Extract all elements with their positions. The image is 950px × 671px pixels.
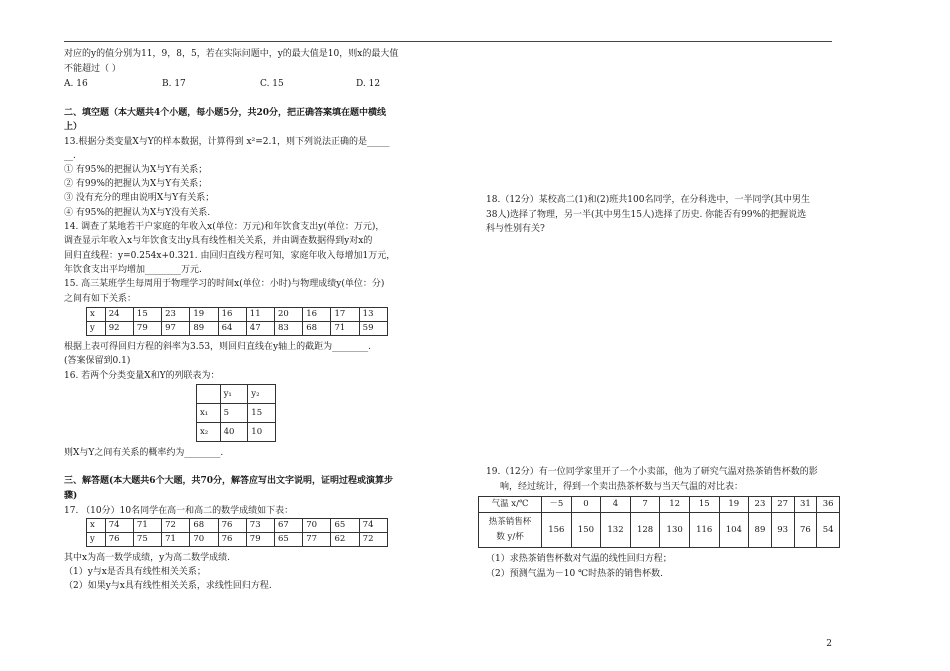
- table-row: [197, 423, 276, 442]
- table-cell: 59: [359, 322, 387, 336]
- table-cell: 20: [275, 308, 303, 322]
- sales-label-line-2: 数 y/杯: [496, 532, 524, 542]
- table-row: [87, 519, 388, 533]
- table-cell: 97: [162, 322, 190, 336]
- table-cell: x₁: [197, 404, 221, 423]
- table-cell: 150: [571, 513, 601, 548]
- table-cell: 156: [542, 513, 572, 548]
- table-cell: y₁: [220, 385, 248, 404]
- table-cell: 19: [719, 497, 749, 513]
- section2-title: 二、填空题（本大题共4个小题，每小题5分，共20分，把正确答案填在题中横线: [64, 108, 387, 118]
- table-cell: 23: [162, 308, 190, 322]
- table-cell: 89: [749, 513, 772, 548]
- table-cell: 130: [660, 513, 690, 548]
- table-cell: 76: [105, 533, 133, 547]
- table-cell: 36: [817, 497, 840, 513]
- table-cell: 75: [133, 533, 161, 547]
- table-cell: 65: [331, 519, 359, 533]
- table-cell: 15: [133, 308, 161, 322]
- table-cell: x₂: [197, 423, 221, 442]
- q13-stem: 13.根据分类变量X与Y的样本数据，计算得到 x²=2.1，则下列说法正确的是_____: [64, 137, 390, 147]
- table-cell: 71: [133, 519, 161, 533]
- table-cell: 76: [218, 533, 246, 547]
- q12-option-b: B. 17: [162, 79, 186, 89]
- q19-line-1: 19.（12分）有一位同学家里开了一个小卖部，他为了研究气温对热茶销售杯数的影: [486, 467, 818, 477]
- q13-option-3: ③ 没有充分的理由说明X与Y有关系；: [64, 193, 215, 203]
- q13-option-4: ④ 有95%的把握认为X与Y没有关系.: [64, 208, 211, 218]
- q16-table: [196, 384, 276, 442]
- table-cell: 76: [218, 519, 246, 533]
- table-cell: 70: [303, 519, 331, 533]
- table-cell: 72: [359, 533, 387, 547]
- table-cell: 47: [246, 322, 274, 336]
- q19-line-2: 响，经过统计，得到一个卖出热茶杯数与当天气温的对比表：: [500, 482, 744, 492]
- table-cell: 79: [133, 322, 161, 336]
- table-cell: 15: [248, 404, 276, 423]
- q15-line-1: 15. 高三某班学生每周用于物理学习的时间x(单位：小时)与物理成绩y(单位：分): [64, 279, 385, 289]
- table-cell: 77: [303, 533, 331, 547]
- q19-after-1: （1）求热茶销售杯数对气温的线性回归方程；: [486, 554, 672, 564]
- q12-option-c: C. 15: [260, 79, 284, 89]
- q12-continuation: 对应的y的值分别为11，9，8，5，若在实际问题中，y的最大值是10，则x的最大值: [64, 49, 399, 59]
- table-cell: 76: [794, 513, 817, 548]
- table-cell: 24: [105, 308, 133, 322]
- q13-option-1: ① 有95%的把握认为X与Y有关系；: [64, 165, 208, 175]
- q15-line-2: 之间有如下关系：: [64, 294, 137, 304]
- table-row: [197, 385, 276, 404]
- table-cell: 93: [771, 513, 794, 548]
- table-cell: 74: [359, 519, 387, 533]
- table-cell: y: [87, 533, 106, 547]
- q12-continuation-2: 不能超过（ ）: [64, 64, 121, 74]
- q18-line-3: 科与性别有关?: [486, 224, 545, 234]
- q12-option-a: A. 16: [64, 79, 88, 89]
- table-cell: 27: [771, 497, 794, 513]
- q14-line-4: 年饮食支出平均增加________万元.: [64, 265, 202, 275]
- table-cell: 16: [303, 308, 331, 322]
- table-cell: 70: [190, 533, 218, 547]
- table-cell: [197, 385, 221, 404]
- table-cell: 72: [162, 519, 190, 533]
- q13-stem-2: __.: [64, 151, 76, 161]
- table-cell: 116: [689, 513, 719, 548]
- table-cell: 64: [218, 322, 246, 336]
- q17-after-3: （2）如果y与x具有线性相关关系，求线性回归方程.: [64, 581, 272, 591]
- q17-table: [86, 518, 388, 547]
- q19-table: [478, 496, 840, 548]
- table-cell: 31: [794, 497, 817, 513]
- q16-intro: 16. 若两个分类变量X和Y的列联表为：: [64, 371, 220, 381]
- table-cell: 92: [105, 322, 133, 336]
- table-cell: 128: [630, 513, 660, 548]
- table-cell: 19: [190, 308, 218, 322]
- q14-line-3: 回归直线程：y=0.254x+0.321. 由回归直线方程可知，家庭年收入每增加1万元，: [64, 251, 396, 261]
- table-row: [479, 513, 840, 548]
- table-cell: 40: [220, 423, 248, 442]
- table-row: [87, 322, 388, 336]
- table-cell: 17: [331, 308, 359, 322]
- q18-line-1: 18.（12分）某校高二(1)和(2)班共100名同学，在分科选中，一半同学(其中男生: [486, 195, 810, 205]
- q12-option-d: D. 12: [356, 79, 381, 89]
- table-cell: 73: [246, 519, 274, 533]
- section2-title-2: 上）: [64, 122, 83, 132]
- table-cell: －5: [542, 497, 572, 513]
- table-cell: x: [87, 308, 106, 322]
- table-cell: 83: [275, 322, 303, 336]
- table-cell: 12: [660, 497, 690, 513]
- table-cell: 13: [359, 308, 387, 322]
- table-cell: 气温 x/℃: [479, 497, 542, 513]
- table-cell: 71: [331, 322, 359, 336]
- table-cell: 132: [601, 513, 631, 548]
- table-cell: 54: [817, 513, 840, 548]
- sales-label-line-1: 热茶销售杯: [488, 517, 532, 527]
- q17-after-2: （1）y与x是否具有线性相关关系；: [64, 567, 206, 577]
- table-cell: 0: [571, 497, 601, 513]
- table-cell: 68: [190, 519, 218, 533]
- table-cell: x: [87, 519, 106, 533]
- q13-option-2: ② 有99%的把握认为X与Y有关系；: [64, 179, 208, 189]
- header-rule: [64, 41, 832, 42]
- table-cell: y: [87, 322, 106, 336]
- q17-after-1: 其中x为高一数学成绩，y为高二数学成绩.: [64, 553, 231, 563]
- table-row: [87, 308, 388, 322]
- table-row: [479, 497, 840, 513]
- page-number: 2: [826, 639, 832, 649]
- q14-line-2: 调查显示年收入x与年饮食支出y具有线性相关关系，并由调查数据得到y对x的: [64, 236, 373, 246]
- q14-line-1: 14. 调查了某地若干户家庭的年收入x(单位：万元)和年饮食支出y(单位：万元)，: [64, 222, 385, 232]
- table-cell: 62: [331, 533, 359, 547]
- table-cell: 23: [749, 497, 772, 513]
- table-cell: 5: [220, 404, 248, 423]
- q15-table: [86, 307, 388, 336]
- table-cell: 11: [246, 308, 274, 322]
- table-cell: 74: [105, 519, 133, 533]
- q15-after-1: 根据上表可得回归方程的斜率为3.53，则回归直线在y轴上的截距为________.: [64, 342, 371, 352]
- table-cell: y₂: [248, 385, 276, 404]
- section3-title: 三、解答题(本大题共6个大题，共70分，解答应写出文字说明，证明过程或演算步: [64, 476, 394, 486]
- table-cell: 4: [601, 497, 631, 513]
- table-cell: 68: [303, 322, 331, 336]
- q18-line-2: 38人)选择了物理，另一半(其中男生15人)选择了历史. 你能否有99%的把握说选: [486, 210, 807, 220]
- table-cell: 15: [689, 497, 719, 513]
- q15-after-2: (答案保留到0.1): [64, 356, 131, 366]
- table-row: [197, 404, 276, 423]
- table-cell: 71: [162, 533, 190, 547]
- table-cell: 7: [630, 497, 660, 513]
- section3-title-2: 骤): [64, 491, 78, 501]
- table-row: [87, 533, 388, 547]
- q19-after-2: （2）预测气温为－10 ℃时热茶的销售杯数.: [486, 569, 663, 579]
- table-cell: 16: [218, 308, 246, 322]
- q17-intro: 17. （10分）10名同学在高一和高二的数学成绩如下表：: [64, 506, 294, 516]
- table-cell: 10: [248, 423, 276, 442]
- q16-after: 则X与Y之间有关系的概率约为________.: [64, 448, 224, 458]
- table-cell: 79: [246, 533, 274, 547]
- table-cell: 104: [719, 513, 749, 548]
- table-cell: 67: [275, 519, 303, 533]
- table-cell: 89: [190, 322, 218, 336]
- table-cell: 65: [275, 533, 303, 547]
- table-cell: [479, 513, 542, 548]
